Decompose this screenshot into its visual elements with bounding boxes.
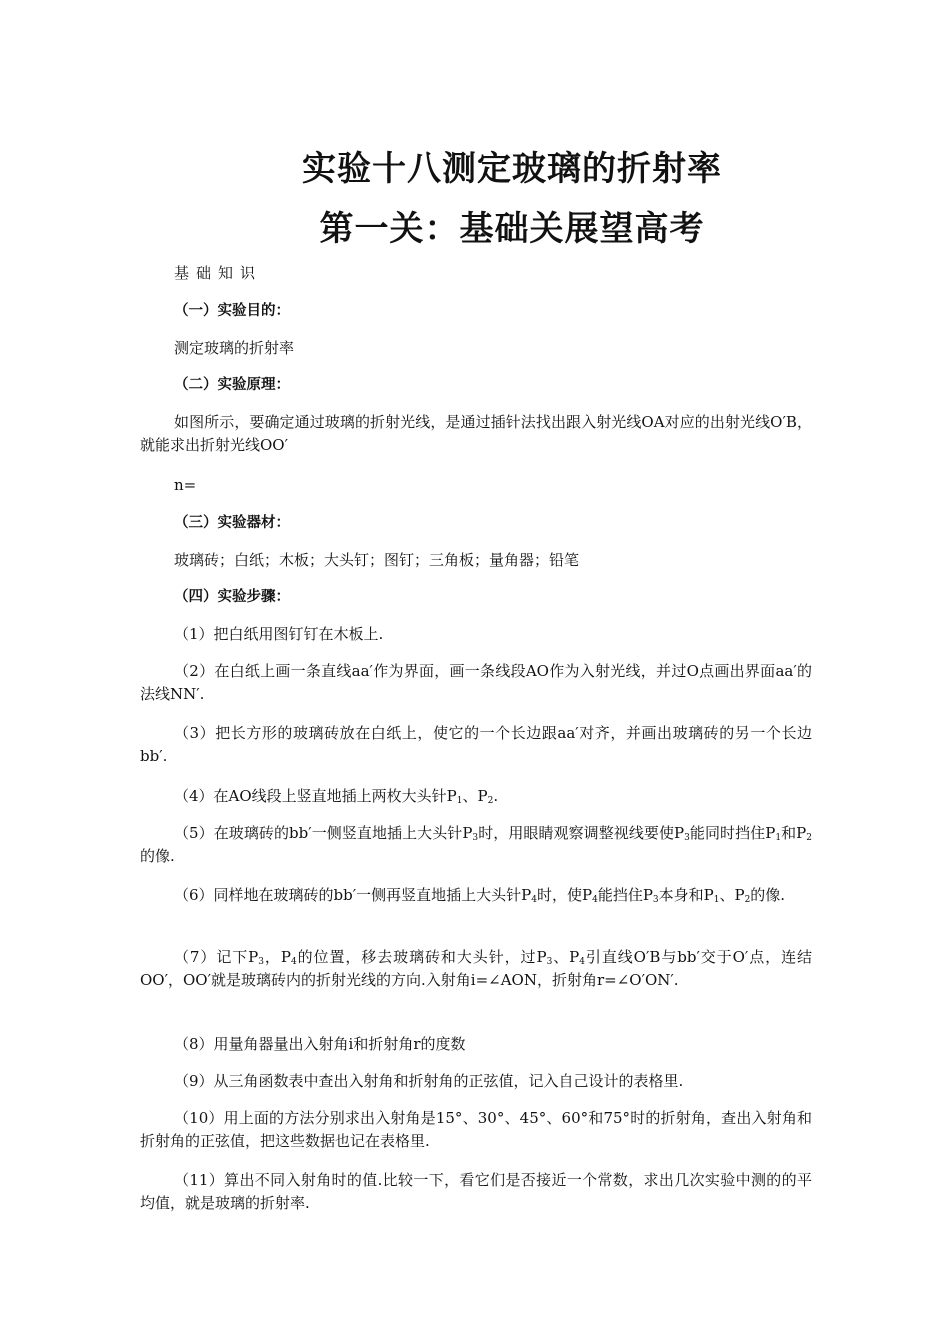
subscript: 2 — [487, 796, 494, 806]
step-3: （3）把长方形的玻璃砖放在白纸上，使它的一个长边跟aa′对齐，并画出玻璃砖的另一个长边bb′. — [140, 724, 812, 765]
step-6-text: （6）同样地在玻璃砖的bb′一侧再竖直地插上大头针P — [174, 886, 532, 904]
step-10: （10）用上面的方法分别求出入射角是15°、30°、45°、60°和75°时的折射角，查出入射角和折射角的正弦值，把这些数据也记在表格里. — [140, 1109, 812, 1150]
subscript: 2 — [806, 833, 813, 843]
subscript: 3 — [652, 895, 659, 905]
step-4-text: . — [493, 787, 499, 805]
step-7 — [140, 946, 812, 992]
page-title: 实验十八测定玻璃的折射率 — [302, 149, 722, 189]
step-6-text: 、P — [719, 886, 745, 904]
subscript: 3 — [258, 957, 264, 967]
step-5-text: 的像. — [140, 847, 175, 865]
formula-line: n= — [174, 476, 197, 494]
step-5 — [140, 822, 812, 868]
page-subtitle: 第一关：基础关展望高考 — [319, 209, 705, 249]
step-5-text: 能同时挡住P — [689, 824, 776, 842]
step-4-text: 、P — [462, 787, 488, 805]
subscript: 1 — [713, 895, 720, 905]
step-6-text: 时，使P — [536, 886, 593, 904]
step-8: （8）用量角器量出入射角i和折射角r的度数 — [174, 1035, 466, 1053]
step-7-text: ，P — [264, 948, 291, 966]
step-6 — [140, 884, 812, 907]
step-2: （2）在白纸上画一条直线aa′作为界面，画一条线段AO作为入射光线，并过O点画出界面aa′的法线NN′. — [140, 662, 812, 703]
step-7-text: 引直线O′B与bb′交于O′点，连结OO′，OO′就是玻璃砖内的折射光线的方向.入射角i=∠AON，折射角r=∠O′ON′. — [140, 948, 813, 989]
principle-heading: （二）实验原理： — [174, 377, 290, 393]
subscript: 4 — [290, 957, 297, 967]
subscript: 4 — [592, 895, 598, 905]
step-7-text: 的位置，移去玻璃砖和大头针，过P — [296, 948, 547, 966]
purpose-text: 测定玻璃的折射率 — [174, 339, 295, 357]
step-7-text: （7）记下P — [174, 948, 259, 966]
section-label: 基础知识 — [174, 264, 263, 282]
step-6-text: 本身和P — [658, 886, 714, 904]
subscript: 3 — [684, 833, 690, 843]
step-5-text: 和P — [781, 824, 807, 842]
step-5-text: （5）在玻璃砖的bb′一侧竖直地插上大头针P — [174, 824, 473, 842]
step-1: （1）把白纸用图钉钉在木板上. — [174, 625, 384, 643]
subscript: 4 — [531, 895, 537, 905]
subscript: 1 — [456, 796, 463, 806]
subscript: 3 — [546, 957, 553, 967]
step-6-text: 的像. — [750, 886, 786, 904]
subscript: 2 — [744, 895, 751, 905]
equipment-heading: （三）实验器材： — [174, 515, 290, 531]
purpose-heading: （一）实验目的： — [174, 303, 290, 319]
step-11: （11）算出不同入射角时的值.比较一下，看它们是否接近一个常数，求出几次实验中测的的平均值，就是玻璃的折射率. — [140, 1171, 812, 1212]
step-6-text: 能挡住P — [597, 886, 653, 904]
step-4-text: （4）在AO线段上竖直地插上两枚大头针P — [174, 787, 457, 805]
equipment-text: 玻璃砖；白纸；木板；大头钉；图钉；三角板；量角器；铅笔 — [174, 551, 580, 569]
subscript: 4 — [579, 957, 585, 967]
step-5-text: 时，用眼睛观察调整视线要使P — [478, 824, 685, 842]
step-7-text: 、P — [552, 948, 580, 966]
steps-heading: （四）实验步骤： — [174, 589, 290, 605]
subscript: 1 — [775, 833, 782, 843]
subscript: 3 — [472, 833, 479, 843]
step-9: （9）从三角函数表中查出入射角和折射角的正弦值，记入自己设计的表格里. — [174, 1072, 684, 1090]
principle-text: 如图所示，要确定通过玻璃的折射光线，是通过插针法找出跟入射光线OA对应的出射光线O′B，就能求出折射光线OO′ — [140, 413, 812, 454]
step-4 — [140, 785, 812, 808]
